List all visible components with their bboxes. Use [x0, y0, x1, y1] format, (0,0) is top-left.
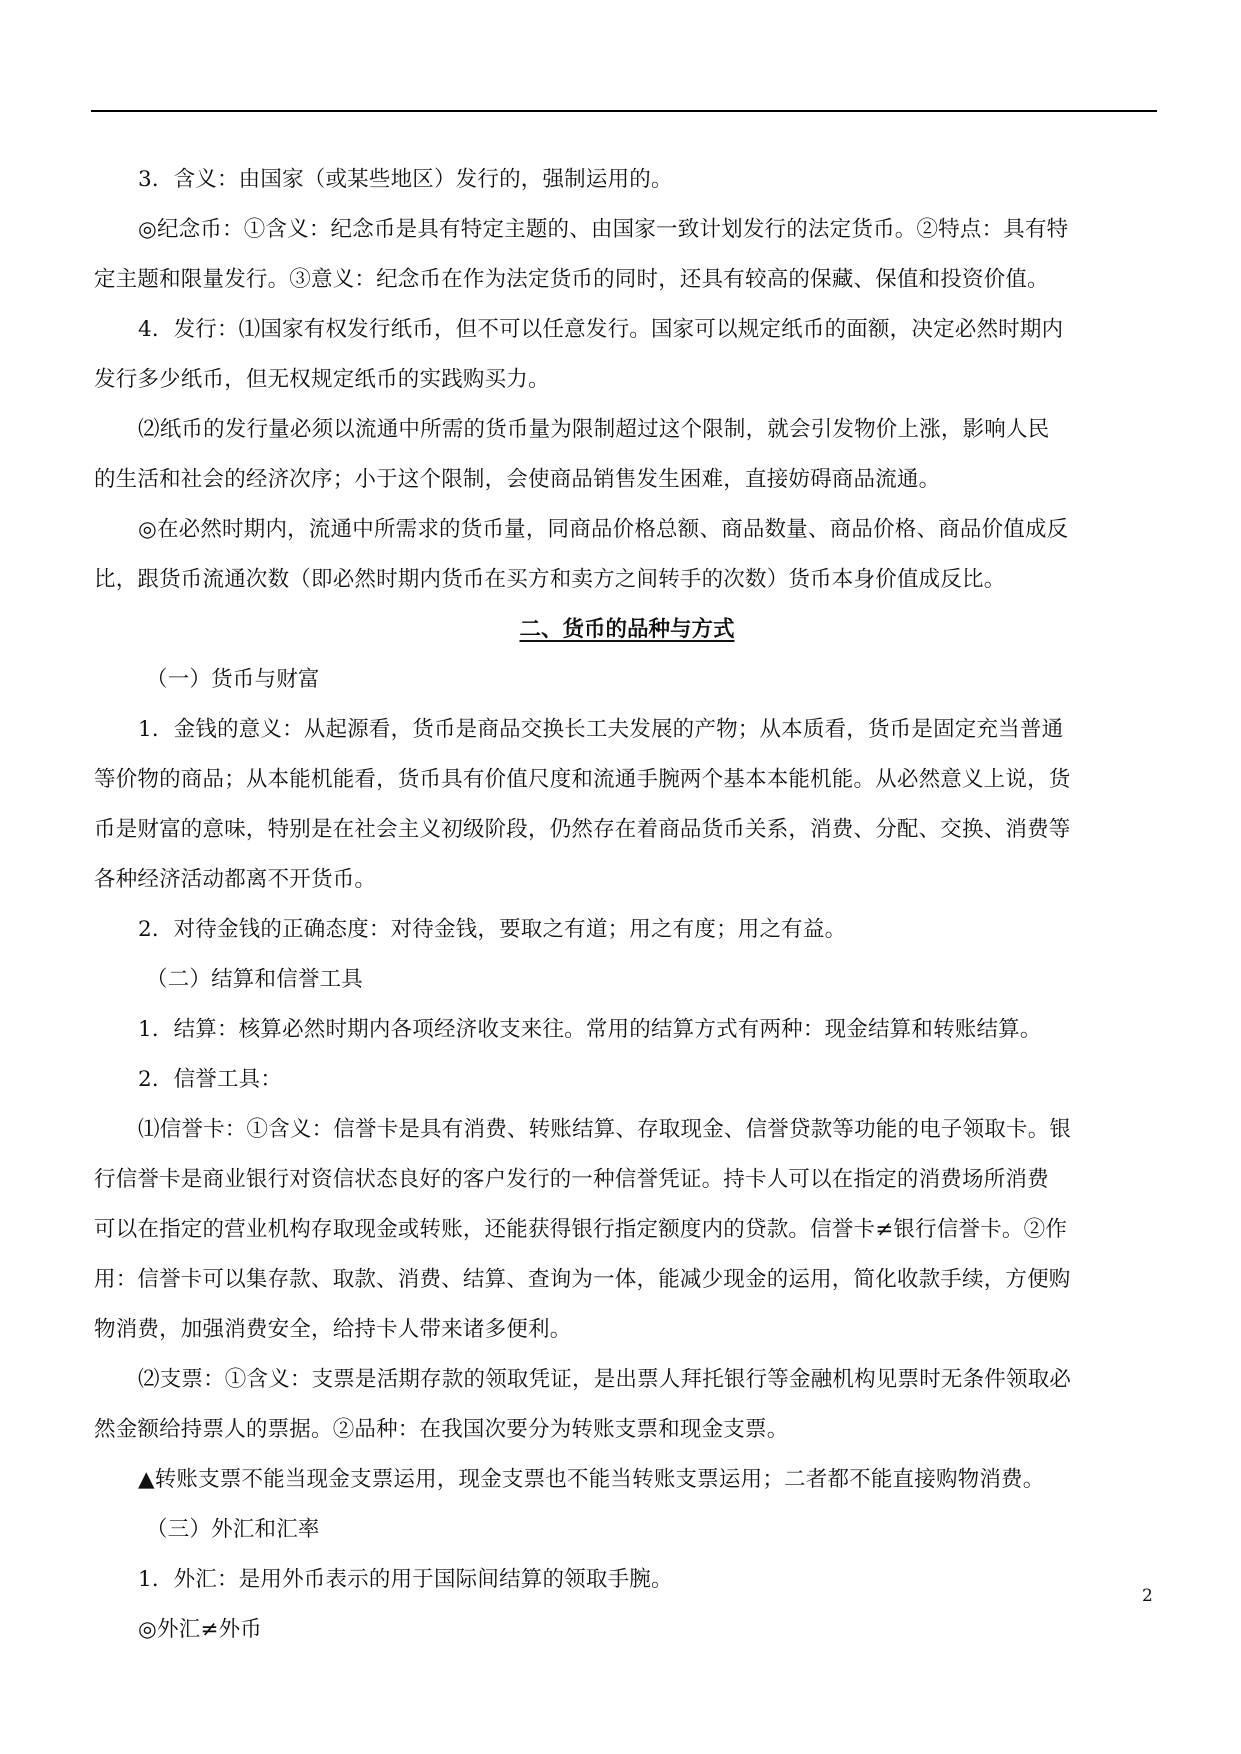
text-line: 发行多少纸币，但无权规定纸币的实践购买力。 — [94, 367, 550, 392]
text-line: ◎纪念币：①含义：纪念币是具有特定主题的、由国家一致计划发行的法定货币。②特点：具有特 — [138, 217, 1069, 242]
text-line: 1．外汇：是用外币表示的用于国际间结算的领取手腕。 — [138, 1567, 673, 1592]
text-line: 定主题和限量发行。③意义：纪念币在作为法定货币的同时，还具有较高的保藏、保值和投资价值。 — [94, 267, 1049, 292]
text-line: 1．结算：核算必然时期内各项经济收支来往。常用的结算方式有两种：现金结算和转账结算。 — [138, 1017, 1042, 1042]
text-line: 币是财富的意味，特别是在社会主义初级阶段，仍然存在着商品货币关系，消费、分配、交换、消费等 — [94, 817, 1071, 842]
text-line: 2．信誉工具： — [138, 1067, 283, 1092]
text-line: 然金额给持票人的票据。②品种：在我国次要分为转账支票和现金支票。 — [94, 1417, 789, 1442]
text-line: ⑵纸币的发行量必须以流通中所需的货币量为限制超过这个限制，就会引发物价上涨，影响人民 — [138, 417, 1050, 442]
text-line: 物消费，加强消费安全，给持卡人带来诸多便利。 — [94, 1317, 572, 1342]
text-line: ▲转账支票不能当现金支票运用，现金支票也不能当转账支票运用；二者都不能直接购物消费。 — [138, 1467, 1045, 1492]
text-line: 用：信誉卡可以集存款、取款、消费、结算、查询为一体，能减少现金的运用，简化收款手续，方便购 — [94, 1267, 1071, 1292]
text-line: 等价物的商品；从本能机能看，货币具有价值尺度和流通手腕两个基本本能机能。从必然意义上说，货 — [94, 767, 1071, 792]
subsection-heading: （二）结算和信誉工具 — [146, 967, 364, 992]
text-line: 3．含义：由国家（或某些地区）发行的，强制运用的。 — [138, 167, 673, 192]
section-heading — [94, 605, 1160, 655]
text-line: 1．金钱的意义：从起源看，货币是商品交换长工夫发展的产物；从本质看，货币是固定充当普通 — [138, 717, 1064, 742]
text-line: 2．对待金钱的正确态度：对待金钱，要取之有道；用之有度；用之有益。 — [138, 917, 847, 942]
text-line: 的生活和社会的经济次序；小于这个限制，会使商品销售发生困难，直接妨碍商品流通。 — [94, 467, 941, 492]
text-line: ⑵支票：①含义：支票是活期存款的领取凭证，是出票人拜托银行等金融机构见票时无条件领取必 — [138, 1367, 1072, 1392]
page-body — [94, 155, 1194, 1655]
text-line: ⑴信誉卡：①含义：信誉卡是具有消费、转账结算、存取现金、信誉贷款等功能的电子领取卡。银 — [138, 1117, 1072, 1142]
text-line: 各种经济活动都离不开货币。 — [94, 867, 377, 892]
text-line: 可以在指定的营业机构存取现金或转账，还能获得银行指定额度内的贷款。信誉卡≠银行信誉卡。②作 — [94, 1217, 1068, 1242]
section-heading-text: 二、货币的品种与方式 — [519, 617, 735, 642]
subsection-heading: （三）外汇和汇率 — [146, 1517, 320, 1542]
text-line: 4．发行：⑴国家有权发行纸币，但不可以任意发行。国家可以规定纸币的面额，决定必然时期内 — [138, 317, 1064, 342]
text-line: 比，跟货币流通次数（即必然时期内货币在买方和卖方之间转手的次数）货币本身价值成反比。 — [94, 567, 1006, 592]
header-rule — [91, 110, 1157, 112]
text-line: ◎外汇≠外币 — [138, 1617, 262, 1642]
page-number: 2 — [1142, 1586, 1153, 1606]
subsection-heading: （一）货币与财富 — [146, 667, 320, 692]
text-line: 行信誉卡是商业银行对资信状态良好的客户发行的一种信誉凭证。持卡人可以在指定的消费场所消费 — [94, 1167, 1049, 1192]
text-line: ◎在必然时期内，流通中所需求的货币量，同商品价格总额、商品数量、商品价格、商品价值成反 — [138, 517, 1069, 542]
